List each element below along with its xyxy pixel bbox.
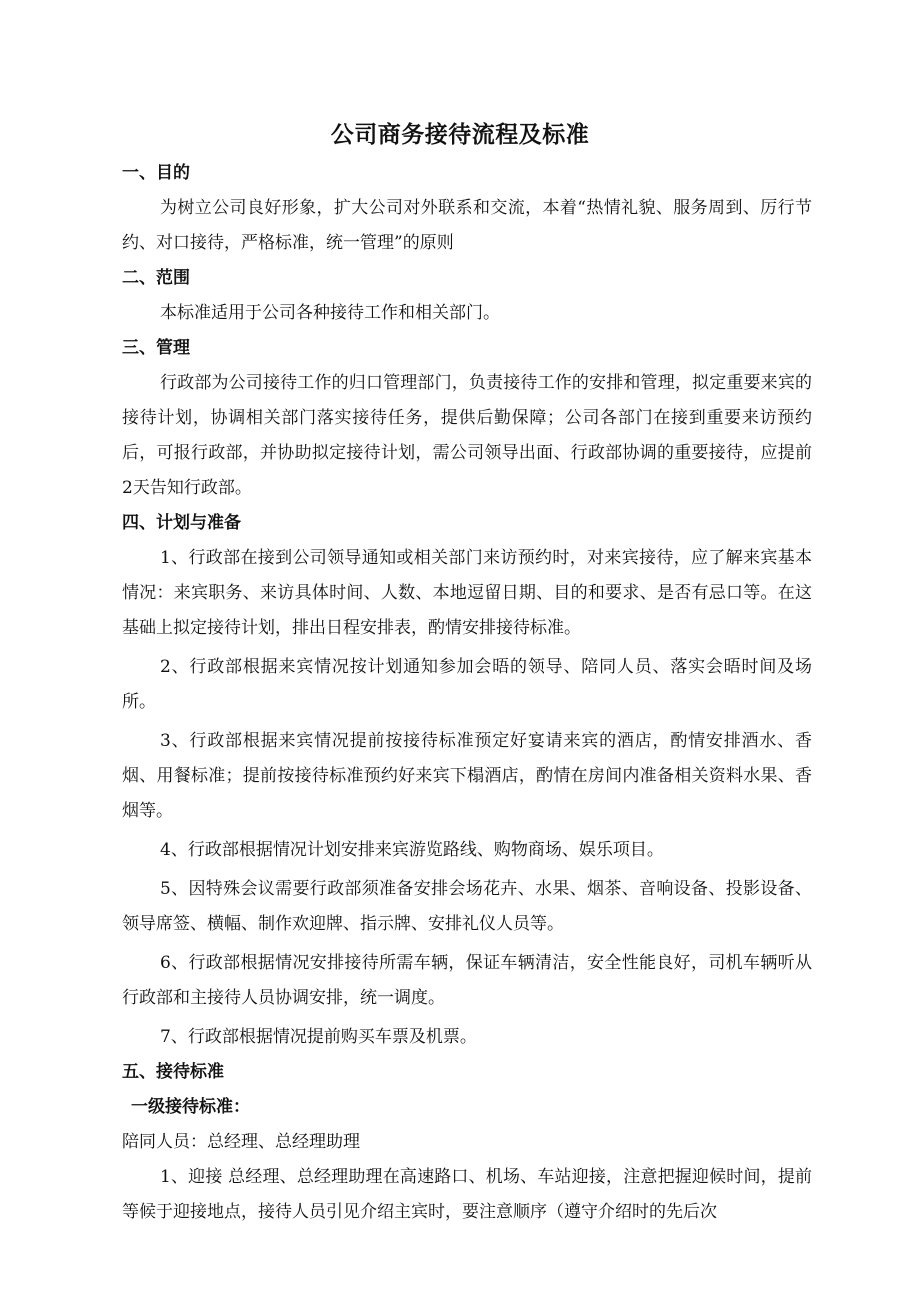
section-heading-management: 三、管理 bbox=[122, 338, 190, 358]
sub-heading-level-one: 一级接待标准： bbox=[131, 1097, 250, 1117]
section-heading-purpose: 一、目的 bbox=[122, 163, 190, 183]
list-item: 1、行政部在接到公司领导通知或相关部门来访预约时，对来宾接待，应了解来宾基本情况：来宾职务、来访具体时间、人数、本地逗留日期、目的和要求、是否有忌口等。在这基础上拟定接待计划，排出日程安排表，酌情安排接待标准。 bbox=[122, 548, 812, 638]
section-heading-standards: 五、接待标准 bbox=[122, 1062, 224, 1082]
companions-line: 陪同人员：总经理、总经理助理 bbox=[122, 1132, 360, 1152]
list-item: 2、行政部根据来宾情况按计划通知参加会晤的领导、陪同人员、落实会晤时间及场所。 bbox=[122, 657, 812, 712]
section-text-purpose: 为树立公司良好形象，扩大公司对外联系和交流，本着“热情礼貌、服务周到、厉行节约、对口接待，严格标准，统一管理”的原则 bbox=[122, 198, 812, 253]
document-body bbox=[122, 156, 812, 1230]
list-item: 7、行政部根据情况提前购买车票及机票。 bbox=[160, 1027, 477, 1047]
list-item: 4、行政部根据情况计划安排来宾游览路线、购物商场、娱乐项目。 bbox=[160, 840, 664, 860]
list-item: 5、因特殊会议需要行政部须准备安排会场花卉、水果、烟茶、音响设备、投影设备、领导席签、横幅、制作欢迎牌、指示牌、安排礼仪人员等。 bbox=[122, 879, 812, 934]
list-item: 3、行政部根据来宾情况提前按接待标准预定好宴请来宾的酒店，酌情安排酒水、香烟、用餐标准；提前按接待标准预约好来宾下榻酒店，酌情在房间内准备相关资料水果、香烟等。 bbox=[122, 731, 812, 821]
section-text-management: 行政部为公司接待工作的归口管理部门，负责接待工作的安排和管理，拟定重要来宾的接待计划，协调相关部门落实接待任务，提供后勤保障；公司各部门在接到重要来访预约后，可报行政部，并协助拟定接待计划，需公司领导出面、行政部协调的重要接待，应提前2天告知行政部。 bbox=[122, 373, 812, 498]
list-item: 6、行政部根据情况安排接待所需车辆，保证车辆清洁，安全性能良好，司机车辆听从行政部和主接待人员协调安排，统一调度。 bbox=[122, 953, 812, 1008]
section-text-scope: 本标准适用于公司各种接待工作和相关部门。 bbox=[160, 303, 500, 323]
section-heading-scope: 二、范围 bbox=[122, 268, 190, 288]
section-heading-planning: 四、计划与准备 bbox=[122, 513, 241, 533]
document-title: 公司商务接待流程及标准 bbox=[330, 122, 590, 148]
list-item: 1、迎接 总经理、总经理助理在高速路口、机场、车站迎接，注意把握迎候时间，提前等候于迎接地点，接待人员引见介绍主宾时，要注意顺序（遵守介绍时的先后次 bbox=[122, 1167, 812, 1222]
